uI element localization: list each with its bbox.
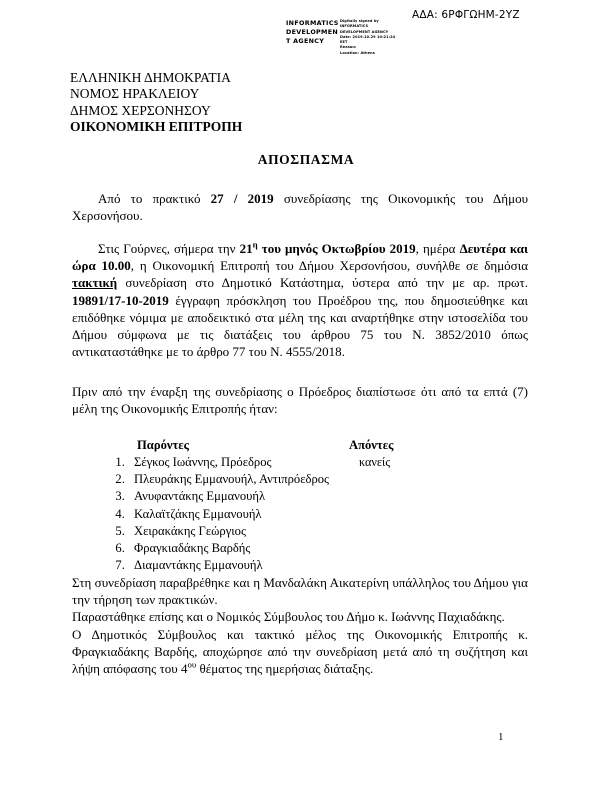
- meeting-text-4: , η Οικονομική Επιτροπή του Δήμου Χερσονήσου, συνήλθε σε δημόσια: [130, 258, 528, 274]
- meeting-protocol-ref: 19891/17-10-2019: [72, 292, 169, 308]
- list-item: 1. Σέγκος Ιωάννης, Πρόεδρος: [128, 454, 528, 471]
- meeting-text-3: , ημέρα: [415, 241, 460, 256]
- list-item: 4. Καλαϊτζάκης Εμμανουήλ: [128, 506, 528, 523]
- signature-detail-line-3: DEVELOPMENT AGENCY: [340, 29, 389, 34]
- page-number: 1: [498, 731, 504, 743]
- letterhead-municipality: ΔΗΜΟΣ ΧΕΡΣΟΝΗΣΟΥ: [70, 102, 211, 118]
- attendance-headers: [72, 437, 528, 454]
- quorum-text: Πριν από την έναρξη της συνεδρίασης ο Πρόεδρος διαπίστωσε ότι από τα επτά (7) μέλη της Οικονομικής Επιτροπής ήταν:: [72, 384, 528, 417]
- quorum-paragraph: [72, 383, 528, 417]
- letterhead-prefecture: ΝΟΜΟΣ ΗΡΑΚΛΕΙΟΥ: [70, 86, 200, 102]
- signature-detail-line-2: INFORMATICS: [340, 24, 369, 29]
- attendance-body: [72, 454, 528, 574]
- closing-item-ordinal-suffix: ου: [187, 659, 197, 670]
- signature-agency-line-3: T AGENCY: [286, 37, 325, 46]
- absent-members-value: κανείς: [359, 455, 391, 469]
- attendance-section: [72, 437, 528, 574]
- meeting-text-1: Στις Γούρνες, σήμερα την: [98, 241, 240, 256]
- meeting-text-6: έγγραφη πρόσκληση του Προέδρου της, που δημοσιεύθηκε και επιδόθηκε νόμιμα με αποδεικτικό στα μέλη της και αναρτήθηκε στην ιστοσελίδα του Δήμου σύμφωνα με τις διατάξεις του άρθρου 75 του Ν. 3852/2010 όπως αντικαταστάθηκε με το άρθρο 77 του Ν. 4555/2018.: [72, 292, 528, 360]
- closing-paragraphs: [72, 574, 528, 677]
- present-column-header: Παρόντες: [137, 438, 189, 452]
- meeting-day-suffix: η: [252, 239, 258, 250]
- present-members-list: [72, 454, 528, 574]
- signature-agency-line-2: DEVELOPMEN: [286, 28, 339, 37]
- intro-paragraph: [72, 190, 528, 224]
- closing-departure: [72, 626, 528, 678]
- meeting-day-value: 21: [239, 241, 253, 256]
- list-item: 3. Ανυφαντάκης Εμμανουήλ: [128, 488, 528, 505]
- letterhead: [70, 70, 242, 135]
- closing-clerk: Στη συνεδρίαση παραβρέθηκε και η Μανδαλάκη Αικατερίνη υπάλληλος του Δήμου για την τήρηση των πρακτικών.: [72, 575, 528, 608]
- intro-text-before: Από το πρακτικό: [98, 191, 211, 206]
- absent-column-header: Απόντες: [349, 438, 394, 452]
- signature-detail-line-4: Date: 2019.10.29 10:21:24: [340, 34, 396, 39]
- closing-departure-text-a: Ο Δημοτικός Σύμβουλος και τακτικό μέλος της Οικονομικής Επιτροπής κ. Φραγκιαδάκης Βαρδής, αποχώρησε από την συνεδρίαση μετά από τη συζήτηση και λήψη απόφασης του 4: [72, 626, 528, 677]
- ada-code: ΑΔΑ: 6ΡΦΓΩΗΜ-2ΥΖ: [412, 9, 520, 21]
- signature-details: [340, 19, 400, 56]
- digital-signature-stamp: [286, 19, 400, 56]
- closing-legal-advisor: Παραστάθηκε επίσης και ο Νομικός Σύμβουλος του Δήμο κ. Ιωάννης Παχιαδάκης.: [72, 609, 505, 625]
- list-item: 5. Χειρακάκης Γεώργιος: [128, 523, 528, 540]
- page-title: ΑΠΟΣΠΑΣΜΑ: [257, 152, 355, 167]
- list-item: 6. Φραγκιαδάκης Βαρδής: [128, 540, 528, 557]
- signature-detail-line-1: Digitally signed by: [340, 19, 379, 23]
- signature-detail-line-5: EET: [340, 40, 348, 44]
- meeting-weekday-time: Δευτέρα και ώρα 10.00: [72, 241, 528, 274]
- protocol-number: 27 / 2019: [210, 191, 274, 206]
- list-item: 2. Πλευράκης Εμμανουήλ, Αντιπρόεδρος: [128, 471, 528, 488]
- signature-detail-line-6: Reason:: [340, 45, 357, 50]
- signature-agency-line-1: INFORMATICS: [286, 19, 339, 27]
- list-item: 7. Διαμαντάκης Εμμανουήλ: [128, 557, 528, 574]
- meeting-paragraph: [72, 240, 528, 360]
- signature-detail-line-7: Location: Athens: [340, 50, 375, 55]
- letterhead-committee: ΟΙΚΟΝΟΜΙΚΗ ΕΠΙΤΡΟΠΗ: [70, 118, 243, 134]
- meeting-text-5: συνεδρίαση στο Δημοτικό Κατάστημα, ύστερα από την με αρ. πρωτ.: [117, 275, 528, 291]
- meeting-day-number: [240, 241, 258, 256]
- signature-agency-name: [286, 19, 339, 46]
- intro-text-after: συνεδρίασης της Οικονομικής του Δήμου Χερσονήσου.: [72, 191, 529, 224]
- meeting-month-year: του μηνός Οκτωβρίου 2019: [257, 241, 416, 256]
- meeting-session-type: τακτική: [72, 275, 118, 291]
- letterhead-country: ΕΛΛΗΝΙΚΗ ΔΗΜΟΚΡΑΤΙΑ: [70, 70, 231, 85]
- closing-departure-text-b: θέματος της ημερήσιας διάταξης.: [196, 661, 374, 677]
